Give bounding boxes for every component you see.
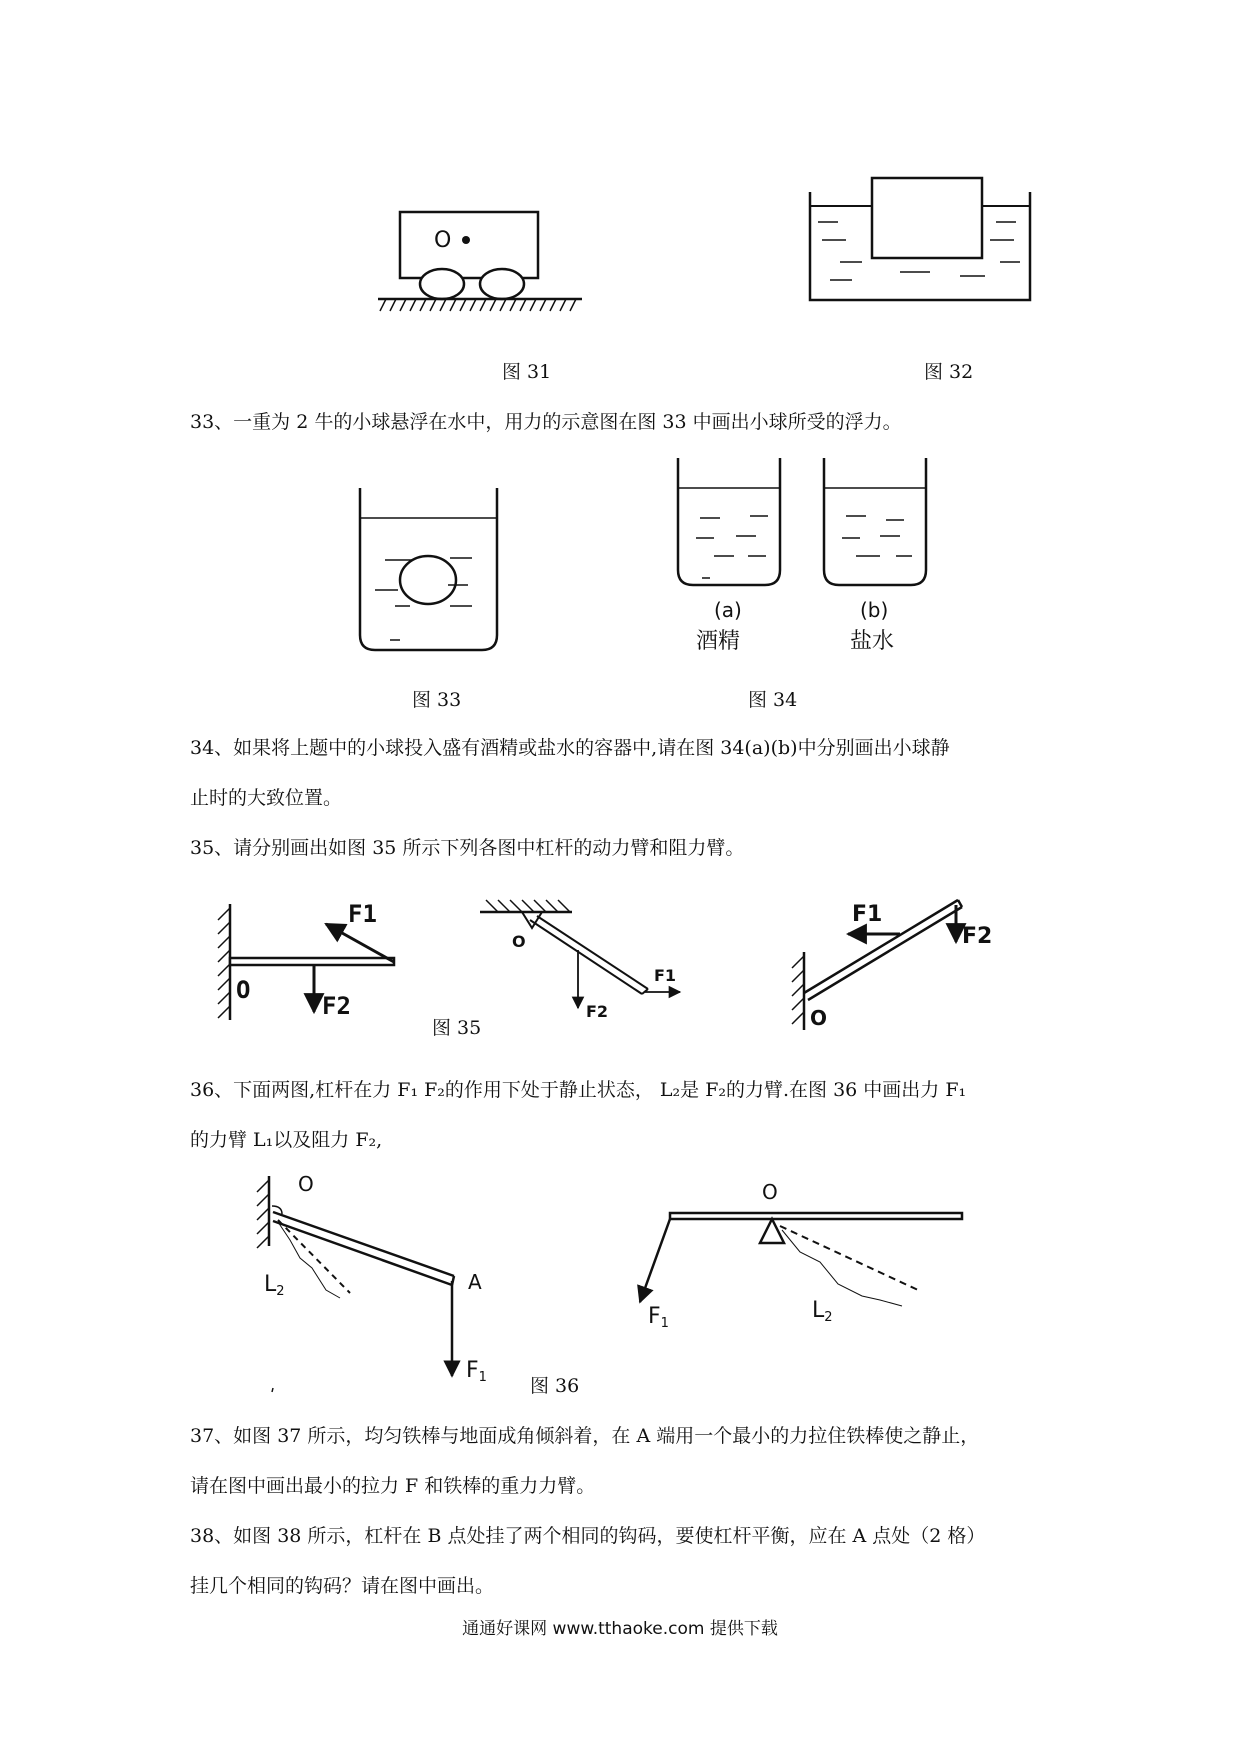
fig35-left-f2: F2 xyxy=(322,992,351,1020)
fig35-right-f2: F2 xyxy=(962,924,993,949)
fig31-center-dot xyxy=(462,236,470,244)
fig31-caption: 图 31 xyxy=(502,361,552,383)
fig36-left-o: O xyxy=(298,1172,314,1196)
fig31-cart xyxy=(378,212,582,311)
fig35-right-f1: F1 xyxy=(852,902,883,927)
fig35-left-o: O xyxy=(236,976,251,1004)
fig36-right-f1: $F_1$ xyxy=(648,1304,669,1331)
fig32-container xyxy=(810,178,1030,300)
fig35-right-o: O xyxy=(810,1006,828,1030)
fig36-right-l2: $L_2$ xyxy=(812,1298,833,1325)
fig34-b-label: (b) xyxy=(860,598,889,622)
fig36-left-a: A xyxy=(468,1270,482,1294)
fig33-caption: 图 33 xyxy=(412,689,462,711)
page-footer: 通通好课网 www.tthaoke.com 提供下载 xyxy=(462,1619,778,1639)
fig31-ground-hatch xyxy=(380,299,576,311)
fig33-ball xyxy=(400,556,456,604)
fig36-left-f1: $F_1$ xyxy=(466,1358,487,1385)
question-36-line1: 36、下面两图,杠杆在力 F₁ F₂的作用下处于静止状态， L₂是 F₂的力臂.在图 36 中画出力 F₁ xyxy=(190,1079,967,1101)
fig35-middle-lever xyxy=(480,900,680,1008)
fig34-beaker-a xyxy=(678,458,780,585)
question-38-line1: 38、如图 38 所示，杠杆在 B 点处挂了两个相同的钩码，要使杠杆平衡，应在 A 点处（2 格） xyxy=(190,1525,986,1547)
question-35: 35、请分别画出如图 35 所示下列各图中杠杆的动力臂和阻力臂。 xyxy=(190,837,745,859)
question-38-line2: 挂几个相同的钩码？请在图中画出。 xyxy=(190,1575,495,1597)
fig34-a-liquid: 酒精 xyxy=(696,629,741,654)
fig32-block xyxy=(872,178,982,258)
question-37-line1: 37、如图 37 所示，均匀铁棒与地面成角倾斜着，在 A 端用一个最小的力拉住铁棒使之静止， xyxy=(190,1425,980,1447)
question-34-line2: 止时的大致位置。 xyxy=(190,787,343,809)
fig31-point-label: O xyxy=(434,228,452,253)
fig32-caption: 图 32 xyxy=(924,361,974,383)
fig36-right-o: O xyxy=(762,1180,778,1204)
fig34-beaker-b xyxy=(824,458,926,585)
fig35-caption: 图 35 xyxy=(432,1017,482,1039)
fig35-left-f1: F1 xyxy=(348,900,377,928)
fig33-beaker xyxy=(360,488,497,650)
fig36-fulcrum xyxy=(760,1219,784,1243)
fig35-middle-f1: F1 xyxy=(654,966,677,985)
fig36-left-l2: $L_2$ xyxy=(264,1272,285,1299)
fig34-a-label: (a) xyxy=(714,598,742,622)
fig34-b-liquid: 盐水 xyxy=(850,629,895,654)
question-33: 33、一重为 2 牛的小球悬浮在水中，用力的示意图在图 33 中画出小球所受的浮力。 xyxy=(190,411,902,433)
fig35-middle-f2: F2 xyxy=(586,1002,609,1021)
fig36-caption: 图 36 xyxy=(530,1375,580,1397)
fig36-left-lever xyxy=(257,1176,454,1392)
fig35-middle-o: O xyxy=(512,932,526,951)
fig36-right-lever xyxy=(640,1213,962,1306)
question-36-line2: 的力臂 L₁以及阻力 F₂, xyxy=(190,1129,383,1151)
question-37-line2: 请在图中画出最小的拉力 F 和铁棒的重力力臂。 xyxy=(190,1475,596,1497)
fig34-caption: 图 34 xyxy=(748,689,798,711)
question-34-line1: 34、如果将上题中的小球投入盛有酒精或盐水的容器中,请在图 34(a)(b)中分别画出小球静 xyxy=(190,737,950,759)
